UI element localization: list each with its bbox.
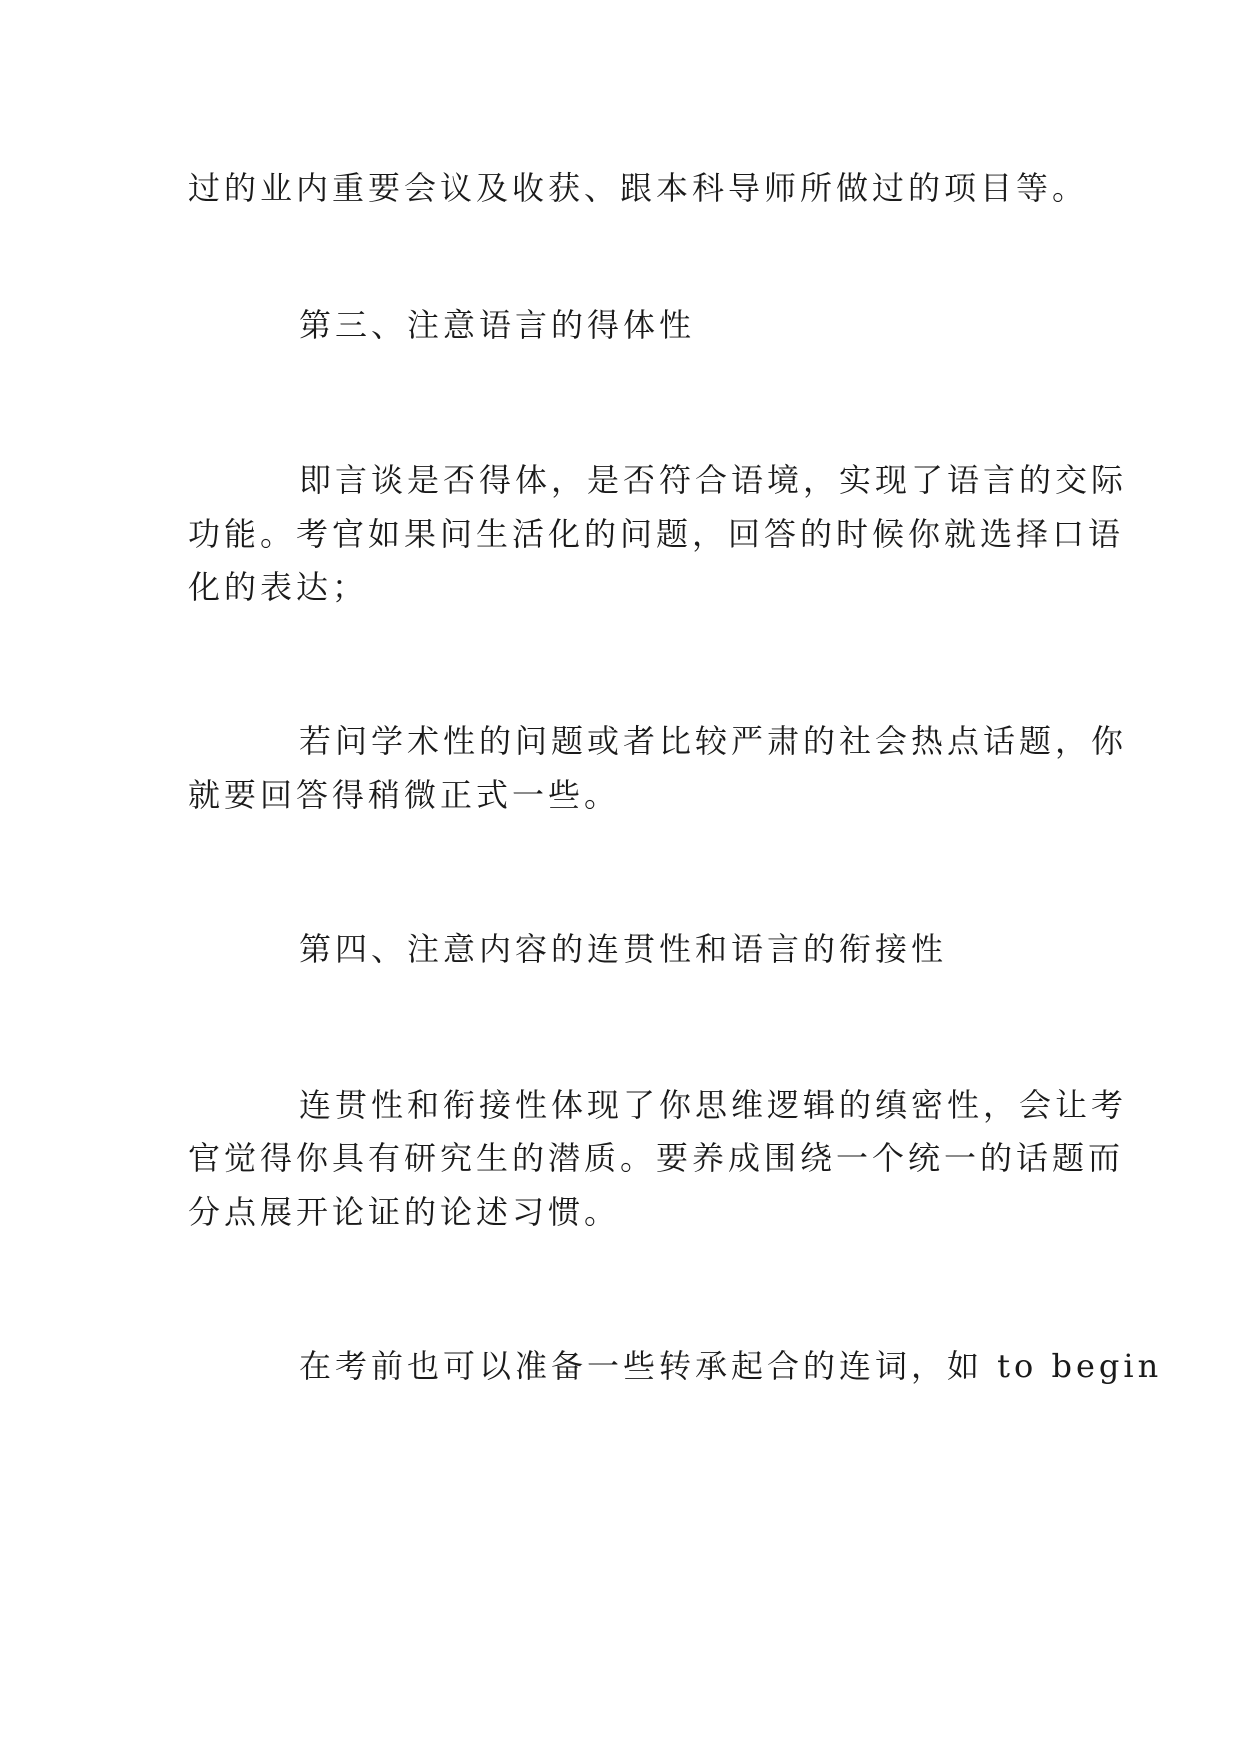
paragraph-line: 若问学术性的问题或者比较严肃的社会热点话题，你 bbox=[299, 722, 1128, 760]
section-heading-3: 第三、注意语言的得体性 bbox=[299, 306, 696, 344]
paragraph-line: 化的表达； bbox=[188, 568, 369, 606]
section-heading-4: 第四、注意内容的连贯性和语言的衔接性 bbox=[299, 930, 948, 968]
paragraph-line: 分点展开论证的论述习惯。 bbox=[188, 1193, 621, 1231]
paragraph-line: 过的业内重要会议及收获、跟本科导师所做过的项目等。 bbox=[188, 169, 1089, 207]
paragraph-line: 就要回答得稍微正式一些。 bbox=[188, 776, 621, 814]
paragraph-line: 连贯性和衔接性体现了你思维逻辑的缜密性，会让考 bbox=[299, 1086, 1128, 1124]
paragraph-line: 功能。考官如果问生活化的问题，回答的时候你就选择口语 bbox=[188, 515, 1125, 553]
paragraph-line: 官觉得你具有研究生的潜质。要养成围绕一个统一的话题而 bbox=[188, 1139, 1125, 1177]
paragraph-line: 在考前也可以准备一些转承起合的连词，如 to begin bbox=[299, 1347, 1163, 1385]
paragraph-line: 即言谈是否得体，是否符合语境，实现了语言的交际 bbox=[299, 461, 1128, 499]
